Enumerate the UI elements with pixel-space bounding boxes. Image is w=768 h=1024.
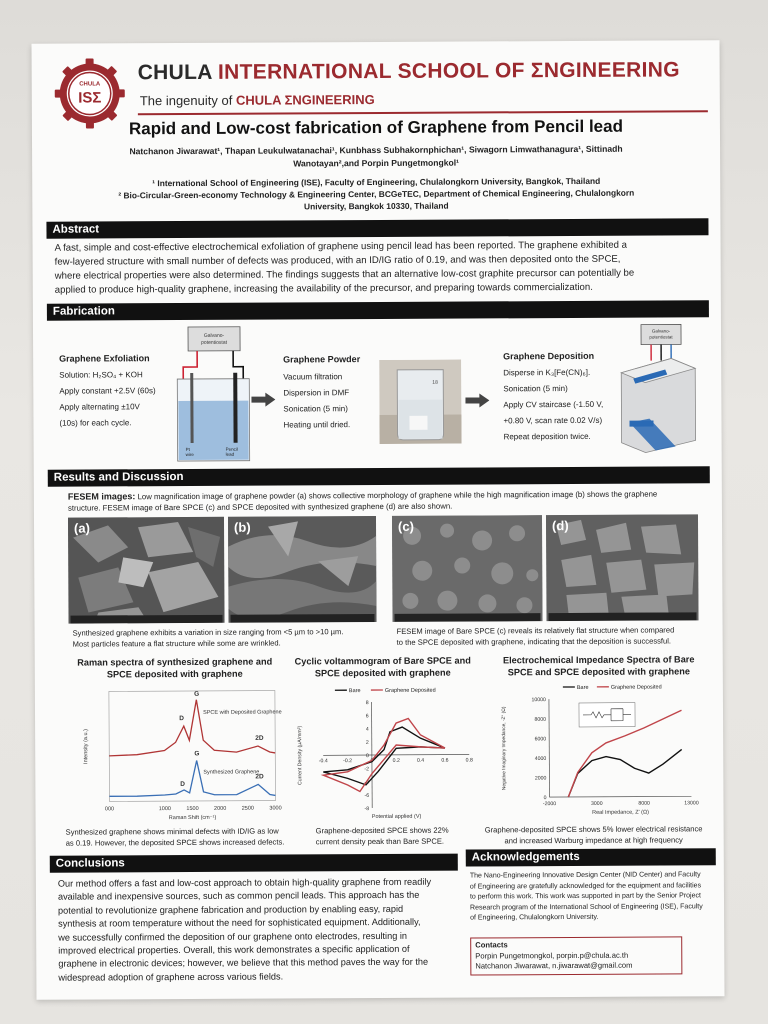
poster-title: Rapid and Low-cost fabrication of Graphene from Pencil lead [128,116,623,139]
conclusions-line-1: Our method offers a fast and low-cost approach to obtain high-quality graphene from readily [57,876,432,889]
sem-caption-left [73,627,393,650]
eis-x-label: Real Impedance, Z' (Ω) [592,809,649,816]
eis-x-tick: 8000 [638,800,650,807]
raman-chart [75,682,286,823]
abstract-heading: Abstract [46,218,708,238]
raman-series-0 [109,699,275,756]
raman-peak-d-1: D [179,715,185,723]
header-rule [138,110,708,115]
conclusions-line-5: we successfully confirmed the deposition of our graphene onto electrodes, resulting in [58,930,408,943]
fesem-label: FESEM images: [67,491,136,502]
eis-legend-bare: Bare [576,684,589,691]
raman-x-tick: 2500 [241,805,254,812]
eis-caption-2: and increased Warburg impedance at high frequency [504,834,683,845]
raman-x-tick: 1000 [158,806,171,813]
powder-line-4: Heating until dried. [283,420,351,430]
deposition-line-1: Disperse in K₃[Fe(CN)₆]. [503,367,591,378]
cv-y-tick: 8 [365,700,369,707]
ack-line-3: to perform this work. This work was supported in part by the Senior Project [469,892,701,901]
cv-y-tick: 6 [365,713,369,720]
cv-y-tick: -2 [364,766,369,773]
eis-caption-1: Graphene-deposited SPCE shows 5% lower electrical resistance [484,824,703,835]
cv-caption-2: current density peak than Bare SPCE. [315,836,445,846]
sem-image-d [546,514,699,621]
eis-series-0 [568,749,682,797]
ack-line-4: Research program of the International School of Engineering (ISE), Faculty [470,902,703,912]
exfoliation-line-3: Apply alternating ±10V [59,402,140,412]
sem-label-a: (a) [73,520,90,536]
arrow-right-icon [251,393,275,407]
eis-y-tick: 6000 [534,736,547,743]
eis-legend-graphene: Graphene Deposited [610,684,662,691]
affiliations [52,174,700,213]
cv-caption [316,826,466,848]
conclusions-line-8: widespread adoption of graphene across various fields. [58,971,284,983]
eis-x-tick: 3000 [591,800,603,807]
poster [32,40,725,1000]
powder-line-1: Vacuum filtration [283,372,343,382]
raman-peak-2d-1: 2D [255,734,264,742]
eis-y-axis [549,699,550,797]
abstract-text [55,238,705,297]
svg-text:lead: lead [225,451,235,457]
affiliation-1: ¹ International School of Engineering (ISE), Faculty of Engineering, Chulalongkorn University, Bangkok, Thailand [152,175,601,189]
raman-peak-d-2: D [180,780,185,788]
abstract-line-1: A fast, simple and cost-effective electrochemical exfoliation of graphene using pencil lead has been reported. The graphene exhibited a [54,239,628,254]
cv-x-axis [323,755,469,756]
conclusions-line-2: available and inexpensive sources, such as common pencil leads. This approach has the [57,890,420,903]
eis-y-tick: 8000 [534,716,547,723]
tagline [140,92,375,108]
authors-line-1: Natchanon Jiwarawat¹, Thapan Leukulwatanachai¹, Kunbhass Subhakornphichan¹, Siwagorn Limwathanagura¹, Sittinadh [129,143,623,157]
cv-y-tick: -6 [364,792,370,799]
svg-text:Galvano-: Galvano- [203,332,225,339]
authors [52,142,700,171]
svg-text:18: 18 [432,379,438,386]
conclusions-text [58,876,459,985]
cv-y-tick: -8 [364,806,370,813]
deposition-line-2: Sonication (5 min) [503,384,568,394]
exfoliation-line-4: (10s) for each cycle. [59,418,132,428]
abstract-line-2: few-layered structure with small number of defects was produced, with an ID/IG ratio of 0.19, and was then deposited onto the SPCE, [54,253,621,268]
cv-y-tick: 4 [365,726,369,733]
logo-top-text: CHULA [79,81,101,88]
logo-main-text: ISΣ [78,89,102,107]
eis-x-axis [549,796,691,797]
raman-x-tick: 2000 [214,805,227,812]
fesem-description [68,488,708,513]
eis-caption [474,824,714,846]
raman-x-tick: 000 [104,806,115,813]
ack-line-5: of Engineering, Chulalongkorn University. [470,913,599,922]
beaker-photo [379,360,461,444]
raman-peak-g-2: G [194,750,200,758]
conclusions-line-6: improved electrical properties. Overall, this work demonstrates a specific application of [58,943,410,956]
deposition-block [503,351,633,446]
raman-x-label: Raman Shift (cm⁻¹) [168,814,217,822]
cv-y-tick: -4 [364,779,370,786]
sem-caption-left-1: Synthesized graphene exhibits a variation in size ranging from <5 µm to >10 µm. [72,627,344,638]
exfoliation-line-1: Solution: H₂SO₄ + KOH [59,370,143,380]
exfoliation-title: Graphene Exfoliation [59,353,150,364]
svg-text:Galvano-: Galvano- [651,328,671,334]
eis-y-tick: 0 [543,795,547,802]
raman-x-tick: 3000 [269,805,282,812]
cv-y-tick: 0 [365,753,369,760]
cv-y-tick: 2 [365,739,369,746]
deposition-line-3: Apply CV staircase (-1.50 V, [503,399,604,410]
eis-y-label: Negative Imaginary Impedance, -Z'' (Ω) [501,706,508,791]
contact-1: Porpin Pungetmongkol, porpin.p@chula.ac.th [475,950,629,960]
exfoliation-line-2: Apply constant +2.5V (60s) [59,386,156,396]
tagline-part2: CHULA ΣNGINEERING [235,92,375,108]
conclusions-line-7: graphene in electronic devices; however, we believe that this method paves the way for the [58,957,429,970]
raman-caption-1: Synthesized graphene shows minimal defects with ID/IG as low [65,826,279,837]
contacts-title: Contacts [475,940,508,950]
raman-y-label: Intensity (a.u.) [83,729,90,764]
contact-2: Natchanon Jiwarawat, n.jiwarawat@gmail.com [475,960,633,971]
sem-caption-left-2: Most particles feature a flat structure while some are wrinkled. [72,638,281,649]
eis-y-tick: 4000 [534,755,547,762]
sem-label-c: (c) [397,518,414,534]
eis-chart [491,680,702,821]
raman-annotation-series2: Synthesized Graphene [203,769,260,776]
cv-chart [293,682,474,823]
cv-x-tick: 0 [370,758,374,765]
raman-annotation-series1: SPCE with Deposited Graphene [203,709,282,716]
cv-x-tick: 0.2 [392,757,400,764]
svg-text:Pt: Pt [185,446,190,453]
eis-y-tick: 10000 [531,697,546,704]
sem-caption-right-2: to the SPCE deposited with graphene, indicating that the deposition is successful. [396,635,672,647]
deposition-line-4: +0.80 V, scan rate 0.02 V/s) [503,415,603,426]
conclusions-line-4: synthesis at room temperature without the need for sophisticated equipment. Additionally, [58,917,421,929]
school-name [138,58,680,85]
sem-caption-right-1: FESEM image of Bare SPCE (c) reveals its relatively flat structure when compared [396,625,675,636]
cv-x-label: Potential applied (V) [371,813,422,821]
exfoliation-block [59,353,189,432]
raman-plot-frame [109,691,276,802]
cv-series-0 [323,727,445,785]
powder-title: Graphene Powder [283,354,361,365]
conclusions-heading: Conclusions [50,854,458,873]
sem-image-a [68,517,225,624]
deposition-line-5: Repeat deposition twice. [503,431,591,442]
sem-label-d: (d) [551,518,569,534]
raman-peak-2d-2: 2D [255,773,264,781]
cv-chart-title: Cyclic voltammogram of Bare SPCE and SPCE deposited with graphene [294,655,471,679]
school-name-part1: CHULA [137,60,212,85]
eis-chart-title: Electrochemical Impedance Spectra of Bare SPCE and SPCE deposited with graphene [502,654,695,678]
eis-x-tick: -2000 [542,801,557,808]
cv-legend-bare: Bare [348,688,361,695]
tagline-part1: The ingenuity of [139,92,233,109]
eis-x-tick: 13000 [684,800,699,807]
school-name-part2: INTERNATIONAL SCHOOL OF ΣNGINEERING [217,58,680,84]
fesem-text-1: Low magnification image of graphene powder (a) shows collective morphology of graphene while the high magnification image (b) shows the graphene [135,489,658,502]
svg-text:potentiostat: potentiostat [201,339,228,346]
sem-label-b: (b) [233,519,251,535]
cv-caption-1: Graphene-deposited SPCE shows 22% [315,825,449,836]
sem-image-b [228,516,377,623]
arrow-right-icon [465,393,489,407]
affiliation-2: ² Bio-Circular-Green-economy Technology & Engineering Center, BCGeTEC, Department of Chemical Engineering, Chulalongkorn [118,187,635,201]
ack-line-1: The Nano-Engineering Innovative Design Center (NID Center) and Faculty [469,871,701,880]
fabrication-heading: Fabrication [47,300,709,320]
affiliation-3: University, Bangkok 10330, Thailand [304,200,449,212]
conclusions-line-3: potential to revolutionize graphene fabrication and production by enabling easy, rapid [58,903,404,916]
sem-image-c [392,515,543,622]
fesem-text-2: structure. FESEM image of Bare SPCE (c) and SPCE deposited with synthesized graphene (d) are also shown. [67,501,453,513]
raman-caption-2: as 0.19. However, the deposited SPCE shows increased defects. [65,836,285,848]
acknowledgements-text [470,870,716,924]
abstract-line-3: where electrical properties were also determined. The findings suggests that an alternative low-cost graphite precursor can potentially be [54,267,635,282]
raman-x-tick: 1500 [186,805,199,813]
raman-caption [66,826,306,848]
raman-chart-title: Raman spectra of synthesized graphene and SPCE deposited with graphene [77,656,273,680]
svg-text:Pencil: Pencil [225,446,238,452]
eis-y-tick: 2000 [534,775,547,782]
cv-x-tick: -0.4 [318,758,328,765]
deposition-device-diagram [615,322,702,454]
powder-block [283,354,383,434]
authors-line-2: Wanotayan²,and Porpin Pungetmongkol¹ [293,157,460,169]
cv-x-tick: 0.4 [416,757,425,764]
deposition-title: Graphene Deposition [503,350,595,362]
ack-line-2: of Engineering are gratefully acknowledged for the equipment and facilities [469,881,702,891]
cv-x-tick: -0.2 [343,758,353,765]
powder-line-2: Dispersion in DMF [283,388,350,398]
raman-series-1 [109,760,275,796]
abstract-line-4: applied to produce high-quality graphene, increasing the availability of the precursor, and preparing towards commercialization. [54,281,593,296]
acknowledgements-heading: Acknowledgements [466,848,716,866]
results-heading: Results and Discussion [48,466,710,486]
cv-y-label: Current Density (µA/mm²) [297,725,304,786]
cv-x-tick: 0.6 [441,757,449,764]
contacts-box [470,936,682,975]
cv-x-tick: 0.8 [465,757,473,764]
powder-line-3: Sonication (5 min) [283,404,348,414]
raman-peak-g-1: G [194,690,200,698]
sem-caption-right [397,625,707,648]
cv-legend-graphene: Graphene Deposited [384,687,436,694]
svg-text:wire: wire [185,451,194,458]
svg-text:potentiostat: potentiostat [649,334,673,340]
